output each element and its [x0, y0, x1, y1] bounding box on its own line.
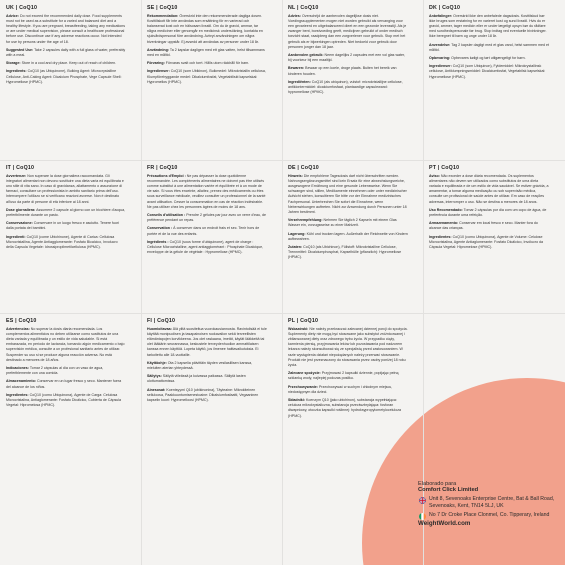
section-paragraph — [6, 221, 126, 231]
section-paragraph — [429, 235, 549, 251]
paragraph-text: Överskrid inte den rekommenderade dagliga dosen. Kosttillskott får inte användas som ersättning för en varierad och balanserad kost och en hälsosam livsstil. Om du är gravid, ammar, tar några mediciner eller genomgår en medicinsk undersökning, kontakta en sjukvårdspersonal före användning. Avbryt användningen om några biverkningar uppstår. Ej avsedd att användas av personer under 18 år. — [147, 13, 263, 44]
paragraph-text: Conservar em local fresco e seco. Manter fora do alcance das crianças. — [429, 221, 538, 231]
paragraph-text: CoQ10 (als Ubichinon), Füllstoff: Mikrokristalline Cellulose, Trennmittel: Dicalciumphosphat, Kapselhülle (pflanzlich): Hypromellose (HPMC). — [288, 244, 402, 260]
paragraph-text: Ne pas dépasser la dose quotidienne recommandée. Les compléments alimentaires ne doivent pas être utilisés comme substitut à une alimentation variée et équilibrée et à un mode de vie sain. Si vous êtes enceinte, allaitez, prenez des médicaments ou êtes sous surveillance médicale, veuillez consulter un professionnel de la santé avant utilisation. Cesser la consommation en cas de réaction indésirable. Ne pas utiliser chez les personnes âgées de moins de 18 ans. — [147, 173, 266, 209]
address-uk — [418, 496, 558, 510]
paragraph-text: Prendre 2 gélules par jour avec un verre d'eau, de préférence pendant un repas. — [147, 212, 266, 223]
made-for-label: Elaborado para — [418, 481, 457, 487]
paragraph-label: Aanbevolen gebruik: — [288, 52, 324, 57]
paragraph-label: Säilytys: — [147, 374, 162, 379]
paragraph-label: Opbevaring: — [429, 55, 451, 60]
section-paragraph — [6, 366, 126, 376]
section-paragraph — [429, 64, 549, 80]
section-heading: DK | CoQ10 — [429, 5, 461, 11]
paragraph-label: Anvendelse: — [429, 42, 451, 47]
paragraph-label: Ingredienser: — [429, 64, 452, 69]
section-heading: DE | CoQ10 — [288, 165, 319, 171]
section-paragraph — [6, 69, 126, 85]
section-heading: IT | CoQ10 — [6, 165, 35, 171]
paragraph-label: Ingredienti: — [6, 234, 26, 239]
paragraph-text: Overskrid ikke den anbefalede dagsdosis. Kosttilskud bør ikke bruges som erstatning for en varieret kost og sund livsstil. Hvis du er gravid, ammer, tager medicin eller er under lægeligt opsyn bør du rådføre med sundhedspersonale før brug. Stop indtag ved eventuelle bivirkninger. Ikke beregnet til børn og unge under 18 år. — [429, 13, 547, 39]
paragraph-text: Przechowywać w suchym i chłodnym miejscu, niedostępnym dla dzieci. — [288, 384, 393, 394]
paragraph-label: Användning: — [147, 47, 169, 52]
paragraph-text: Ota 2 kapselia päivittäin täyden vesilasillisen kanssa, mieluiten aterian yhteydessä. — [147, 360, 253, 370]
paragraph-label: Aviso: — [429, 173, 440, 178]
section-se — [141, 0, 272, 152]
address-uk-text: Unit 8, Sevenoaks Enterprise Centre, Bat & Ball Road, Sevenoaks, Kent, TN14 5LJ, UK — [429, 496, 555, 509]
paragraph-text: Neem dagelijks 2 capsules met een vol glas water, bij voorkeur bij een maaltijd. — [288, 52, 406, 63]
paragraph-text: Assumere 2 capsule al giorno con un bicchiere d'acqua, preferibilmente durante un pasto. — [6, 207, 126, 217]
section-paragraph — [6, 48, 126, 58]
section-heading: FI | CoQ10 — [147, 318, 176, 324]
paragraph-text: CoQ10 (como Ubiquinona), Agente de Carga: Celulosa Microcristalina, Antiaglomerante: Fosfato Dicálcico, Cubierta de Cápsula Vegetal: Hipromelosa (HPMC). — [6, 392, 122, 408]
paragraph-text: Die empfohlene Tagesdosis darf nicht überschritten werden. Nahrungsergänzungsmittel sind kein Ersatz für eine abwechslungsreiche, ausgewogene Ernährung und eine gesunde Lebensweise. Wenn Sie schwanger sind, stillen, Medikamente einnehmen oder unter medizinischer Aufsicht stehen, konsultieren Sie bitte vor der Einnahme medizinisches Fachpersonal. Unterbrechen Sie sofort die Einnahme, wenn Nebenwirkungen auftreten. Nicht zur Anwendung durch Personen unter 18 Jahren bestimmt. — [288, 173, 407, 214]
paragraph-text: Tag 2 kapsler dagligt med et glas vand, helst sammen med et måltid. — [429, 42, 549, 52]
section-heading: SE | CoQ10 — [147, 5, 178, 11]
paragraph-label: Käyttöohje: — [147, 360, 167, 365]
section-paragraph — [6, 327, 126, 363]
website: WeightWorld.com — [418, 520, 471, 528]
paragraph-text: Conservare in un luogo fresco e asciutto. Tenere fuori dalla portata dei bambini. — [6, 221, 119, 231]
paragraph-label: Ainesosat: — [147, 387, 166, 392]
paragraph-label: Lagerung: — [288, 231, 306, 236]
paragraph-text: CoQ10 (as Ubiquinone), Bulking Agent: Microcrystalline Cellulose, Anti-Caking Agent: Dicalcium Phosphate, Vege Capsule Shell: Hypromellose (HPMC). — [6, 69, 122, 84]
section-paragraph — [147, 174, 267, 210]
section-de — [282, 160, 413, 312]
section-paragraph — [6, 174, 126, 205]
paragraph-text: CoQ10 (als ubiquinon), vulstof: microkristallijne cellulose, antiklontermiddel: dicalciumfosfaat, plantaardige capsulewand: hypromellose (HPMC). — [288, 79, 403, 95]
paragraph-text: Conservar en un lugar fresco y seco. Mantener fuera del alcance de los niños. — [6, 379, 122, 389]
paragraph-label: Wskazówki: — [288, 326, 309, 331]
paragraph-label: Przechowywanie: — [288, 384, 318, 389]
paragraph-text: Non superare la dose giornaliera raccomandata. Gli integratori alimentari non devono sostituire una dieta varia ed equilibrata e uno stile di vita sano. In caso di gravidanza, allattamento o assunzione di farmaci, consultare un professionista in ambito sanitario prima dell'uso. Interrompere l'utilizzo se si verificano reazioni avverse. Non è destinato all'uso da parte di persone di età inferiore ai 18 anni. — [6, 173, 124, 204]
section-paragraph — [288, 327, 408, 369]
paragraph-text: Nehmen Sie täglich 2 Kapseln mit einem Glas Wasser ein, vorzugsweise zu einer Mahlzeit. — [288, 218, 397, 228]
section-es — [0, 313, 131, 465]
paragraph-text: CoQ10 (come Ubichinone), Agente di Carica: Cellulosa Microcristallina, Agente Antiagglomerante: Fosfato Bicalcico, Involucro della Capsula Vegetale: Idrossipropilmetilcellulosa (HPMC). — [6, 234, 118, 249]
paragraph-text: Förvaras svalt och torrt. Hålls utom räckhåll för barn. — [164, 61, 250, 66]
paragraph-label: Huomioitavaa: — [147, 326, 172, 331]
paragraph-text: Älä ylitä suositeltua vuorokausiannosta. Ravintolisää ei tule käyttää monipuolisen ja tasapainoisen ruokavalion sekä terveellisten elämäntapojen korvikkeena. Jos olet raskaana, imetät, käytät lääkkeitä tai olet lääkärin seurannassa, keskustele terveydenhuollon ammattilaisen kanssa ennen käyttöä. Lopeta käyttö, jos ilmenee haittavaikutuksia. Ei tarkoitettu alle 18-vuotiaille. — [147, 326, 267, 357]
paragraph-text: No superar la dosis diaria recomendada. Los complementos alimenticios no deben utilizarse como sustitutos de una dieta variada y equilibrada y un estilo de vida saludable. Si está embarazada, en período de lactancia, tomando algún medicamento o bajo supervisión médica, consulte a un profesional sanitario antes de utilizar. Suspender su uso si se produce alguna reacción adversa. No está destinado a menores de 18 años. — [6, 326, 125, 362]
section-paragraph — [429, 43, 549, 53]
section-paragraph — [429, 174, 549, 205]
section-paragraph — [6, 235, 126, 251]
uk-flag-icon — [419, 497, 426, 504]
section-nl — [282, 0, 413, 152]
company-name: Comfort Click Limited — [418, 487, 479, 493]
paragraph-label: Advertencias: — [6, 326, 30, 331]
section-paragraph — [288, 232, 408, 242]
paragraph-text: Store in a cool and dry place. Keep out of reach of children. — [20, 61, 117, 66]
section-paragraph — [147, 69, 267, 85]
paragraph-label: Uso Recomendado: — [429, 207, 463, 212]
section-paragraph — [147, 374, 267, 384]
section-pt — [423, 160, 554, 312]
paragraph-text: Opbevares køligt og tørt utilgængeligt for børn. — [450, 55, 526, 60]
paragraph-label: Zutaten: — [288, 244, 303, 249]
ireland-flag-icon — [419, 513, 426, 520]
paragraph-label: Dose giornaliera: — [6, 207, 36, 212]
section-paragraph — [429, 221, 549, 231]
section-paragraph — [288, 174, 408, 216]
section-heading: PT | CoQ10 — [429, 165, 460, 171]
paragraph-label: Conservazione: — [6, 221, 33, 226]
section-paragraph — [429, 14, 549, 40]
section-paragraph — [147, 361, 267, 371]
paragraph-label: Storage: — [6, 61, 21, 66]
paragraph-text: Koenzym Q10 (jako ubichinon), substancja wypełniająca: celuloza mikrokrystaliczna, substancja przeciwzbrylająca: fosforan diwapniowy, otoczka kapsułki roślinnej: hydroksypropylometyloceluloza (HPMC). — [288, 397, 401, 418]
paragraph-label: Conservation : — [147, 226, 173, 231]
paragraph-text: À conserver dans un endroit frais et sec. Tenir hors de portée et de la vue des enfants. — [147, 226, 260, 236]
paragraph-label: Ingredienser: — [147, 69, 170, 74]
paragraph-label: Ingredients: — [6, 69, 27, 74]
section-paragraph — [6, 14, 126, 45]
address-ie — [418, 512, 558, 519]
section-heading: UK | CoQ10 — [6, 5, 38, 11]
paragraph-text: Przyjmować 2 kapsułki dziennie, popijając pełną szklanką wody, najlepiej podczas posiłku. — [288, 371, 399, 381]
section-paragraph — [288, 14, 408, 50]
paragraph-label: Ingrediënten: — [288, 79, 311, 84]
paragraph-label: Anbefalinger: — [429, 13, 453, 18]
section-paragraph — [288, 66, 408, 76]
section-paragraph — [147, 240, 267, 256]
paragraph-text: Nie należy przekraczać zalecanej dziennej porcji do spożycia. Suplementy diety nie mogą być stosowane jako substytut zróżnicowanej i zbilansowanej diety oraz zdrowego trybu życia. W przypadku ciąży, karmienia piersią, przyjmowania leków lub pozostawania pod nadzorem lekarza należy skonsultować się ze specjalistą przed zastosowaniem. W razie wystąpienia działań niepożądanych należy przerwać stosowanie. Produkt nie jest przeznaczony do stosowania przez osoby poniżej 18 roku życia. — [288, 326, 408, 367]
manufacturer-info — [418, 481, 558, 527]
address-ie-text: No 7 Dr Croke Place Clonmel, Co. Tipperary, Ireland — [429, 511, 550, 518]
section-paragraph — [288, 385, 408, 395]
section-paragraph — [6, 379, 126, 389]
paragraph-label: Précautions d'Emploi : — [147, 173, 186, 178]
section-paragraph — [6, 61, 126, 66]
paragraph-label: Suggested Use: — [6, 47, 34, 52]
section-paragraph — [288, 80, 408, 96]
paragraph-label: Składniki: — [288, 397, 305, 402]
section-heading: FR | CoQ10 — [147, 165, 178, 171]
paragraph-text: Säilytä viileässä ja kuivassa paikassa. Säilytä lasten ulottumattomissa. — [147, 374, 246, 384]
paragraph-text: Ta 2 kapslar dagligen med ett glas vatten, helst tillsammans med en måltid. — [147, 47, 265, 57]
paragraph-text: Não exceder a dose diária recomendada. Os suplementos alimentares não devem ser utilizados como substitutos de uma dieta variada e equilibrada e de um estilo de vida saudável. Se estiver grávida, a amamentar, a tomar alguma medicação ou sob supervisão médica, consulte um profissional de saúde antes de utilizar. Em caso de reações adversas, interromper o uso. Não se destina a menores de 18 anos. — [429, 173, 549, 204]
section-paragraph — [147, 388, 267, 404]
section-paragraph — [147, 61, 267, 66]
paragraph-label: Zalecane spożycie: — [288, 371, 321, 376]
paragraph-text: Kühl und trocken lagern. Außerhalb der Reichweite von Kindern aufbewahren. — [288, 231, 408, 241]
section-paragraph — [288, 398, 408, 419]
paragraph-text: Do not exceed the recommended daily dose. Food supplements must not be used as a substitute for a varied and balanced diet and a healthy lifestyle. If you are pregnant, breastfeeding, taking any medications or are under medical supervision, please consult a healthcare professional before use. Discontinue use if any adverse reactions occur. Not intended for use by persons under the age of 18. — [6, 13, 126, 44]
section-paragraph — [288, 218, 408, 228]
section-paragraph — [288, 245, 408, 261]
paragraph-label: Armazenamento: — [429, 221, 459, 226]
section-fr — [141, 160, 272, 312]
paragraph-label: Verzehrempfehlung: — [288, 218, 323, 223]
section-paragraph — [429, 56, 549, 61]
paragraph-label: Advice: — [6, 13, 19, 18]
paragraph-label: Hinweis: — [288, 173, 303, 178]
paragraph-text: Overschrijd de aanbevolen dagelijkse dosis niet. Voedingssupplementen mogen niet worden gebruikt als vervanging voor een gevarieerd en uitgebalanceerd dieet en een gezonde levensstijl. Als je zwanger bent, borstvoeding geeft, medicijnen gebruikt of onder medisch toezicht staat, raadpleeg dan een zorgverlener voor gebruik. Stop met het gebruik als er bijwerkingen optreden. Niet bedoeld voor gebruik door personen jonger dan 18 jaar. — [288, 13, 407, 49]
paragraph-text: Koentsyymi Q10 (ubikinonina), Täyteaine: Mikrokiteinen selluloosa, Paakkuuntumisenestoaine: Dikalsiumfosfaatti, Vegaaninen kapselin kuori: Hypromelloosi (HPMC). — [147, 387, 259, 402]
paragraph-label: Rekommendation: — [147, 13, 179, 18]
paragraph-text: CoQ10 (como Ubiquinona), Agente de Volume: Celulose Microcristalina, Agente Antiaglomerante: Fosfato Dicálcico, Invólucro da Cápsula Vegetal: Hipromelose (HPMC). — [429, 234, 544, 249]
section-heading: PL | CoQ10 — [288, 318, 319, 324]
section-paragraph — [6, 208, 126, 218]
paragraph-label: Bewaren: — [288, 66, 305, 71]
section-heading: ES | CoQ10 — [6, 318, 37, 324]
paragraph-text: CoQ10 (som Ubiquinon), Fyldemiddel: Mikrokrystallinsk cellulose, Antiklumpningsmiddel: Dicalciumfosfat, Vegetabilsk kapselskal: Hypromellose (HPMC). — [429, 64, 546, 79]
paragraph-text: Tomar 2 cápsulas por dia com um copo de água, de preferência durante uma refeição. — [429, 207, 547, 217]
section-paragraph — [288, 53, 408, 63]
section-paragraph — [147, 213, 267, 223]
paragraph-label: Ingrédients : — [147, 239, 169, 244]
section-paragraph — [147, 14, 267, 45]
section-fi — [141, 313, 272, 465]
section-paragraph — [147, 226, 267, 236]
paragraph-text: Bewaar op een koele, droge plaats. Buiten het bereik van kinderen houden. — [288, 66, 397, 76]
section-pl — [282, 313, 413, 465]
paragraph-text: Take 2 capsules daily with a full glass of water, preferably with a meal. — [6, 47, 126, 57]
section-paragraph — [147, 327, 267, 358]
section-heading: NL | CoQ10 — [288, 5, 319, 11]
section-paragraph — [288, 371, 408, 381]
paragraph-label: Advies: — [288, 13, 301, 18]
paragraph-label: Ingredientes: — [6, 392, 29, 397]
paragraph-text: CoQ10 (som Ubikinon), Bulkmedel: Mikrokristallin cellulosa, Klumpförebyggande medel: Dikalciumfosfat, Vegetabiliskt kapselskal: Hypromellos (HPMC). — [147, 69, 266, 84]
paragraph-text: Tomar 2 cápsulas al día con un vaso de agua, preferiblemente con una comida. — [6, 365, 104, 376]
paragraph-label: Ingredientes: — [429, 234, 452, 239]
section-paragraph — [147, 48, 267, 58]
paragraph-label: Avvertenze: — [6, 173, 27, 178]
section-it — [0, 160, 131, 312]
section-paragraph — [429, 208, 549, 218]
section-uk — [0, 0, 131, 152]
section-dk — [423, 0, 554, 152]
paragraph-label: Conseils d'utilisation : — [147, 212, 186, 217]
paragraph-text: CoQ10 (sous forme d'ubiquinone), agent de charge : Cellulose Microcristalline, agent antiagglomérant : Phosphate Dicalcique, enveloppe de la gélule de végétale : Hypromellose (HPMC). — [147, 239, 264, 255]
paragraph-label: Förvaring: — [147, 61, 165, 66]
paragraph-label: Indicaciones: — [6, 365, 29, 370]
paragraph-label: Almacenamiento: — [6, 379, 36, 384]
section-paragraph — [6, 393, 126, 409]
